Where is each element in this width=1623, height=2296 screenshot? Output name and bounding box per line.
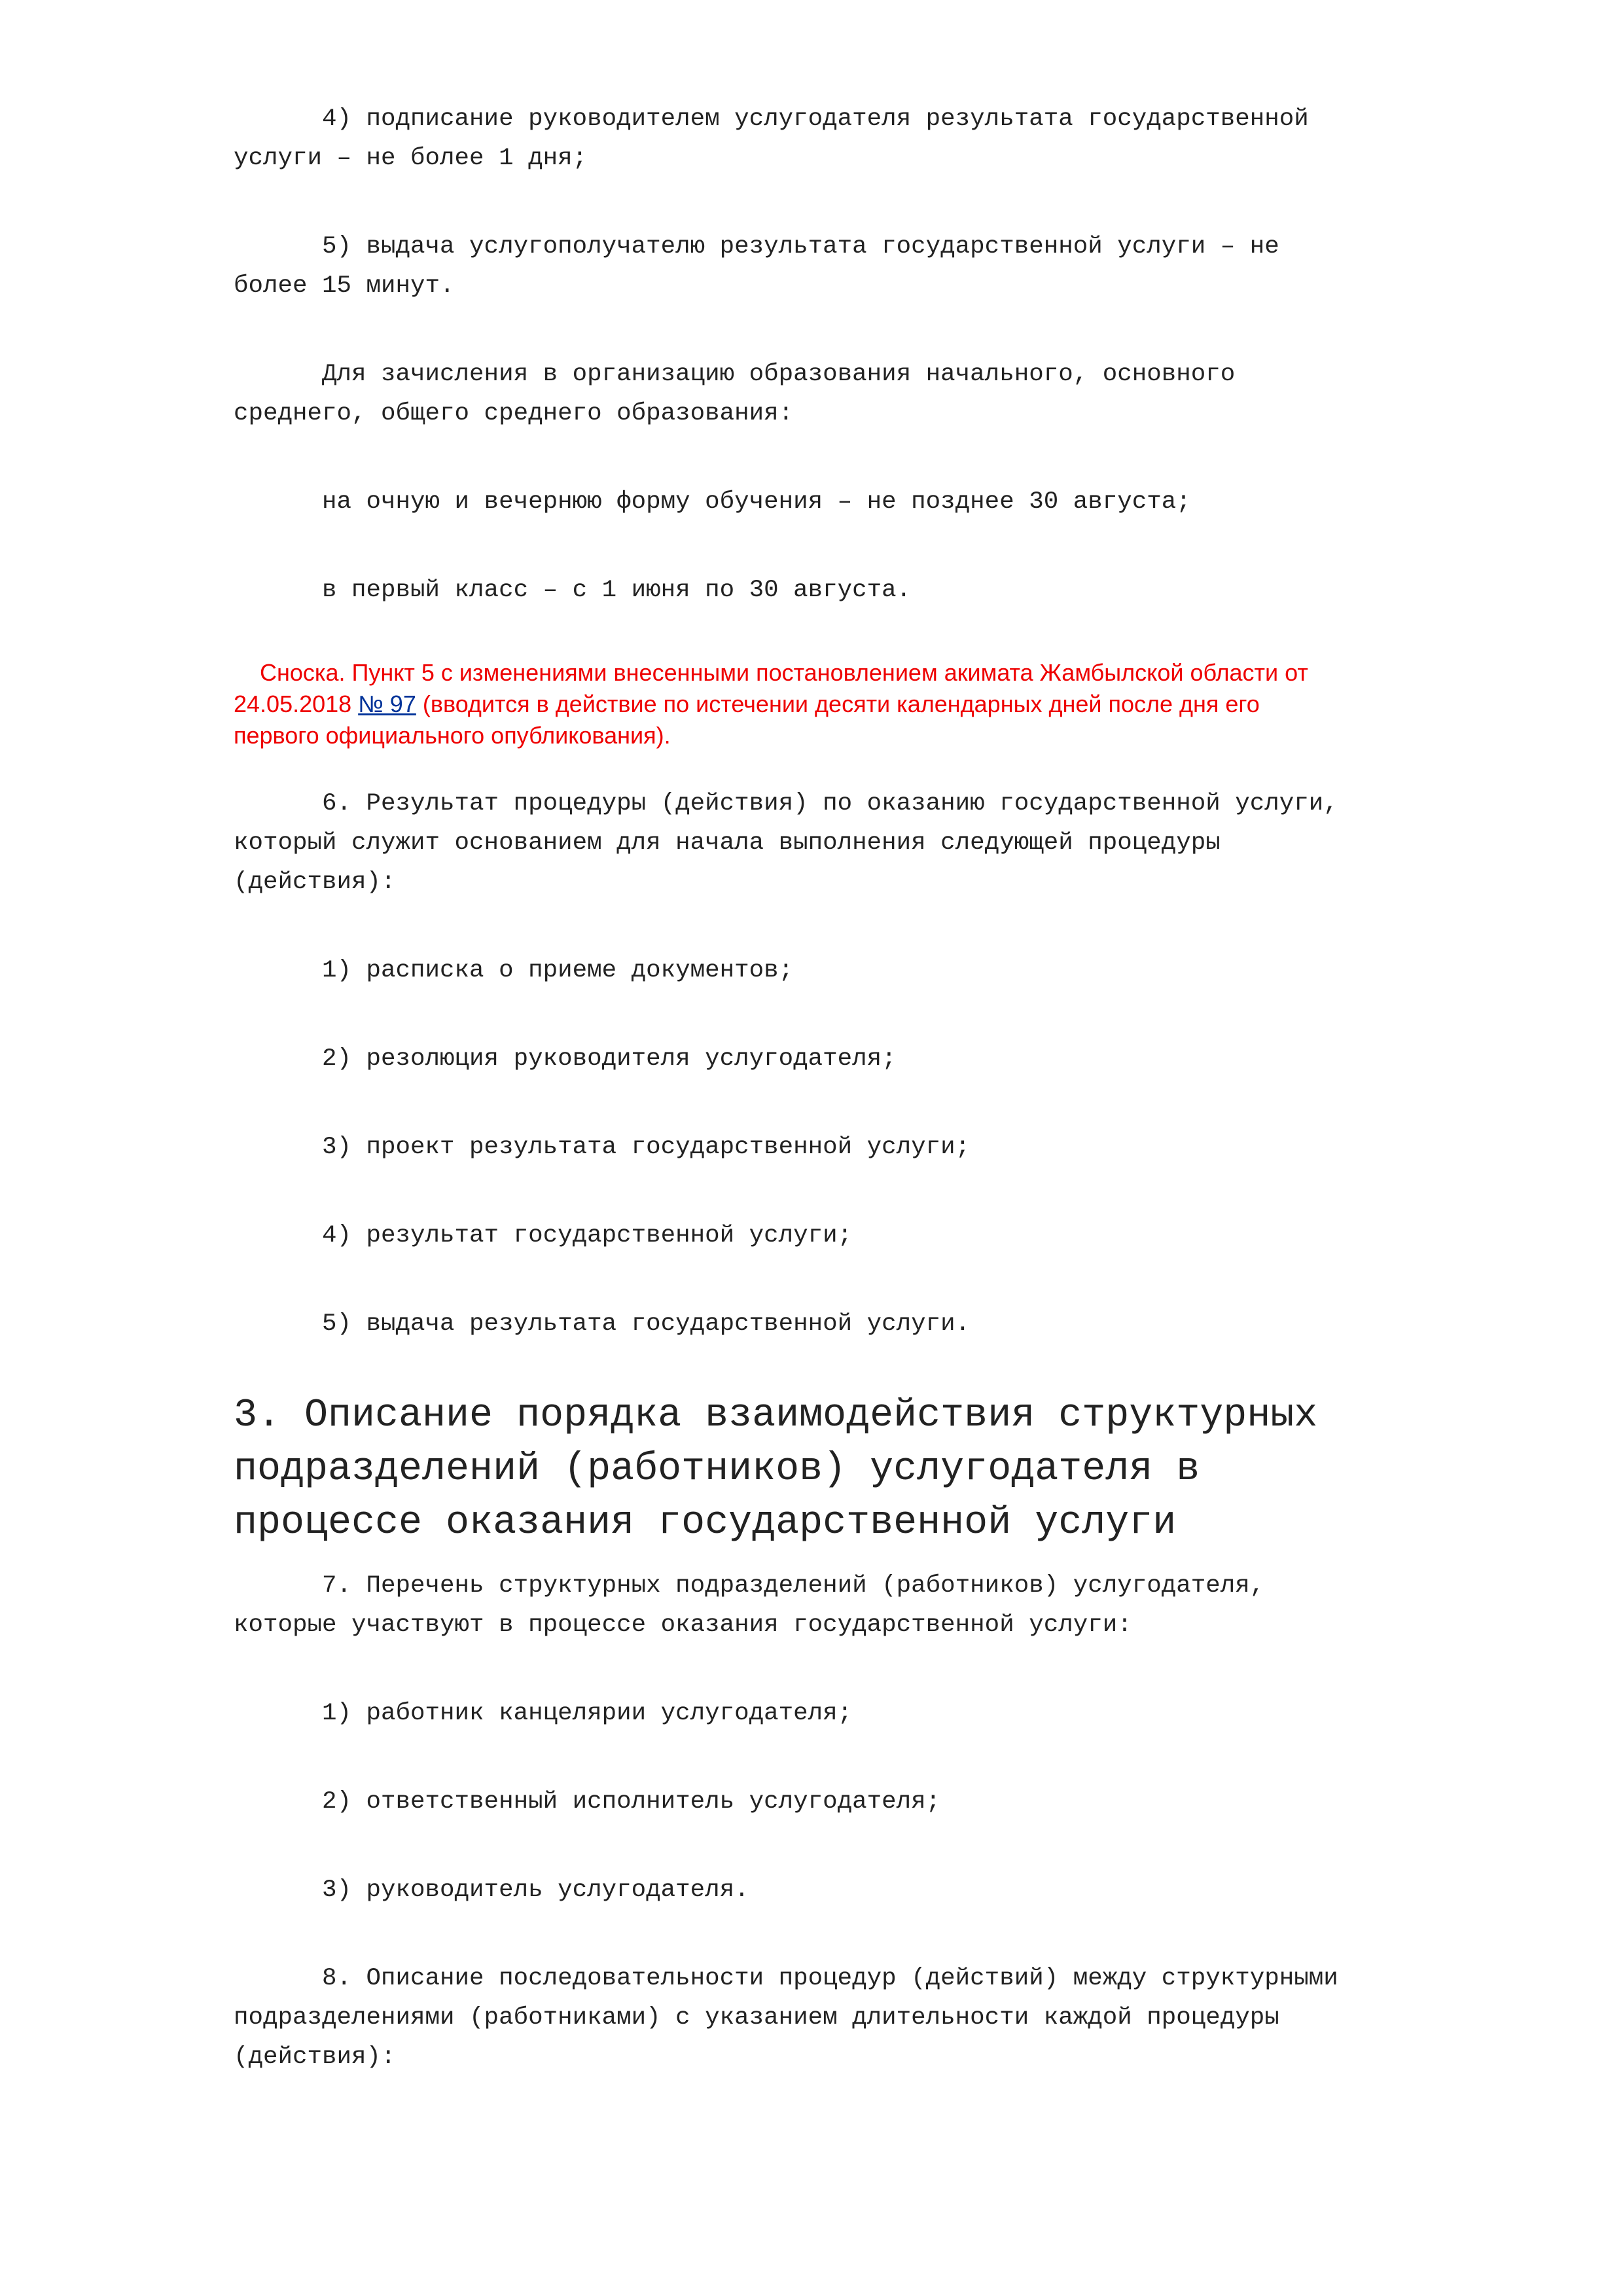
- paragraph-full-time: [234, 482, 1516, 522]
- text-line: 2) ответственный исполнитель услугодателя;: [234, 1788, 941, 1816]
- text-line: услуги – не более 1 дня;: [234, 145, 588, 172]
- text-line: 8. Описание последовательности процедур (действий) между структурными: [234, 1965, 1338, 1992]
- paragraph-item-8: [234, 1959, 1516, 2077]
- list-item-executor: [234, 1782, 1516, 1821]
- paragraph-item-7: [234, 1566, 1516, 1645]
- heading-line: подразделений (работников) услугодателя в: [234, 1447, 1200, 1492]
- text-line: 4) подписание руководителем услугодателя результата государственной: [234, 105, 1309, 133]
- text-line: на очную и вечернюю форму обучения – не позднее 30 августа;: [234, 488, 1191, 516]
- list-item-head: [234, 1871, 1516, 1910]
- text-line: среднего, общего среднего образования:: [234, 400, 794, 427]
- text-line: 3) проект результата государственной услуги;: [234, 1134, 971, 1161]
- text-line: (действия):: [234, 869, 396, 896]
- footnote-line: Сноска. Пункт 5 с изменениями внесенными постановлением акимата Жамбылской области от: [234, 659, 1308, 686]
- text-line: 4) результат государственной услуги;: [234, 1222, 853, 1249]
- section-heading-3: [234, 1389, 1516, 1550]
- paragraph-item-5: [234, 227, 1516, 306]
- list-item-receipt: [234, 951, 1516, 990]
- text-line: 1) работник канцелярии услугодателя;: [234, 1700, 853, 1727]
- footnote-amendment: [234, 657, 1516, 751]
- footnote-line: (вводится в действие по истечении десяти календарных дней после дня его: [416, 691, 1260, 717]
- text-line: 1) расписка о приеме документов;: [234, 957, 794, 984]
- list-item-office-worker: [234, 1694, 1516, 1733]
- text-line: 3) руководитель услугодателя.: [234, 1876, 749, 1904]
- paragraph-first-class: [234, 571, 1516, 610]
- heading-line: 3. Описание порядка взаимодействия структурных: [234, 1393, 1318, 1438]
- list-item-issuance: [234, 1304, 1516, 1344]
- text-line: которые участвуют в процессе оказания государственной услуги:: [234, 1611, 1132, 1639]
- text-line: который служит основанием для начала выполнения следующей процедуры: [234, 829, 1221, 857]
- text-line: (действия):: [234, 2043, 396, 2071]
- text-line: Для зачисления в организацию образования начального, основного: [234, 361, 1236, 388]
- paragraph-enrollment: [234, 355, 1516, 433]
- footnote-date: 24.05.2018: [234, 691, 359, 717]
- footnote-line: первого официального опубликования).: [234, 722, 671, 749]
- text-line: более 15 минут.: [234, 272, 455, 300]
- list-item-result: [234, 1216, 1516, 1255]
- text-line: подразделениями (работниками) с указанием длительности каждой процедуры: [234, 2004, 1279, 2032]
- text-line: 5) выдача результата государственной услуги.: [234, 1310, 971, 1338]
- heading-line: процессе оказания государственной услуги: [234, 1501, 1177, 1545]
- paragraph-item-6: [234, 784, 1516, 902]
- list-item-resolution: [234, 1039, 1516, 1079]
- text-line: 6. Результат процедуры (действия) по оказанию государственной услуги,: [234, 790, 1338, 817]
- paragraph-item-4: [234, 99, 1516, 178]
- text-line: 2) резолюция руководителя услугодателя;: [234, 1045, 897, 1073]
- list-item-draft: [234, 1128, 1516, 1167]
- resolution-link[interactable]: № 97: [358, 691, 416, 717]
- text-line: 5) выдача услугополучателю результата государственной услуги – не: [234, 233, 1279, 260]
- text-line: в первый класс – с 1 июня по 30 августа.: [234, 577, 912, 604]
- text-line: 7. Перечень структурных подразделений (работников) услугодателя,: [234, 1572, 1265, 1600]
